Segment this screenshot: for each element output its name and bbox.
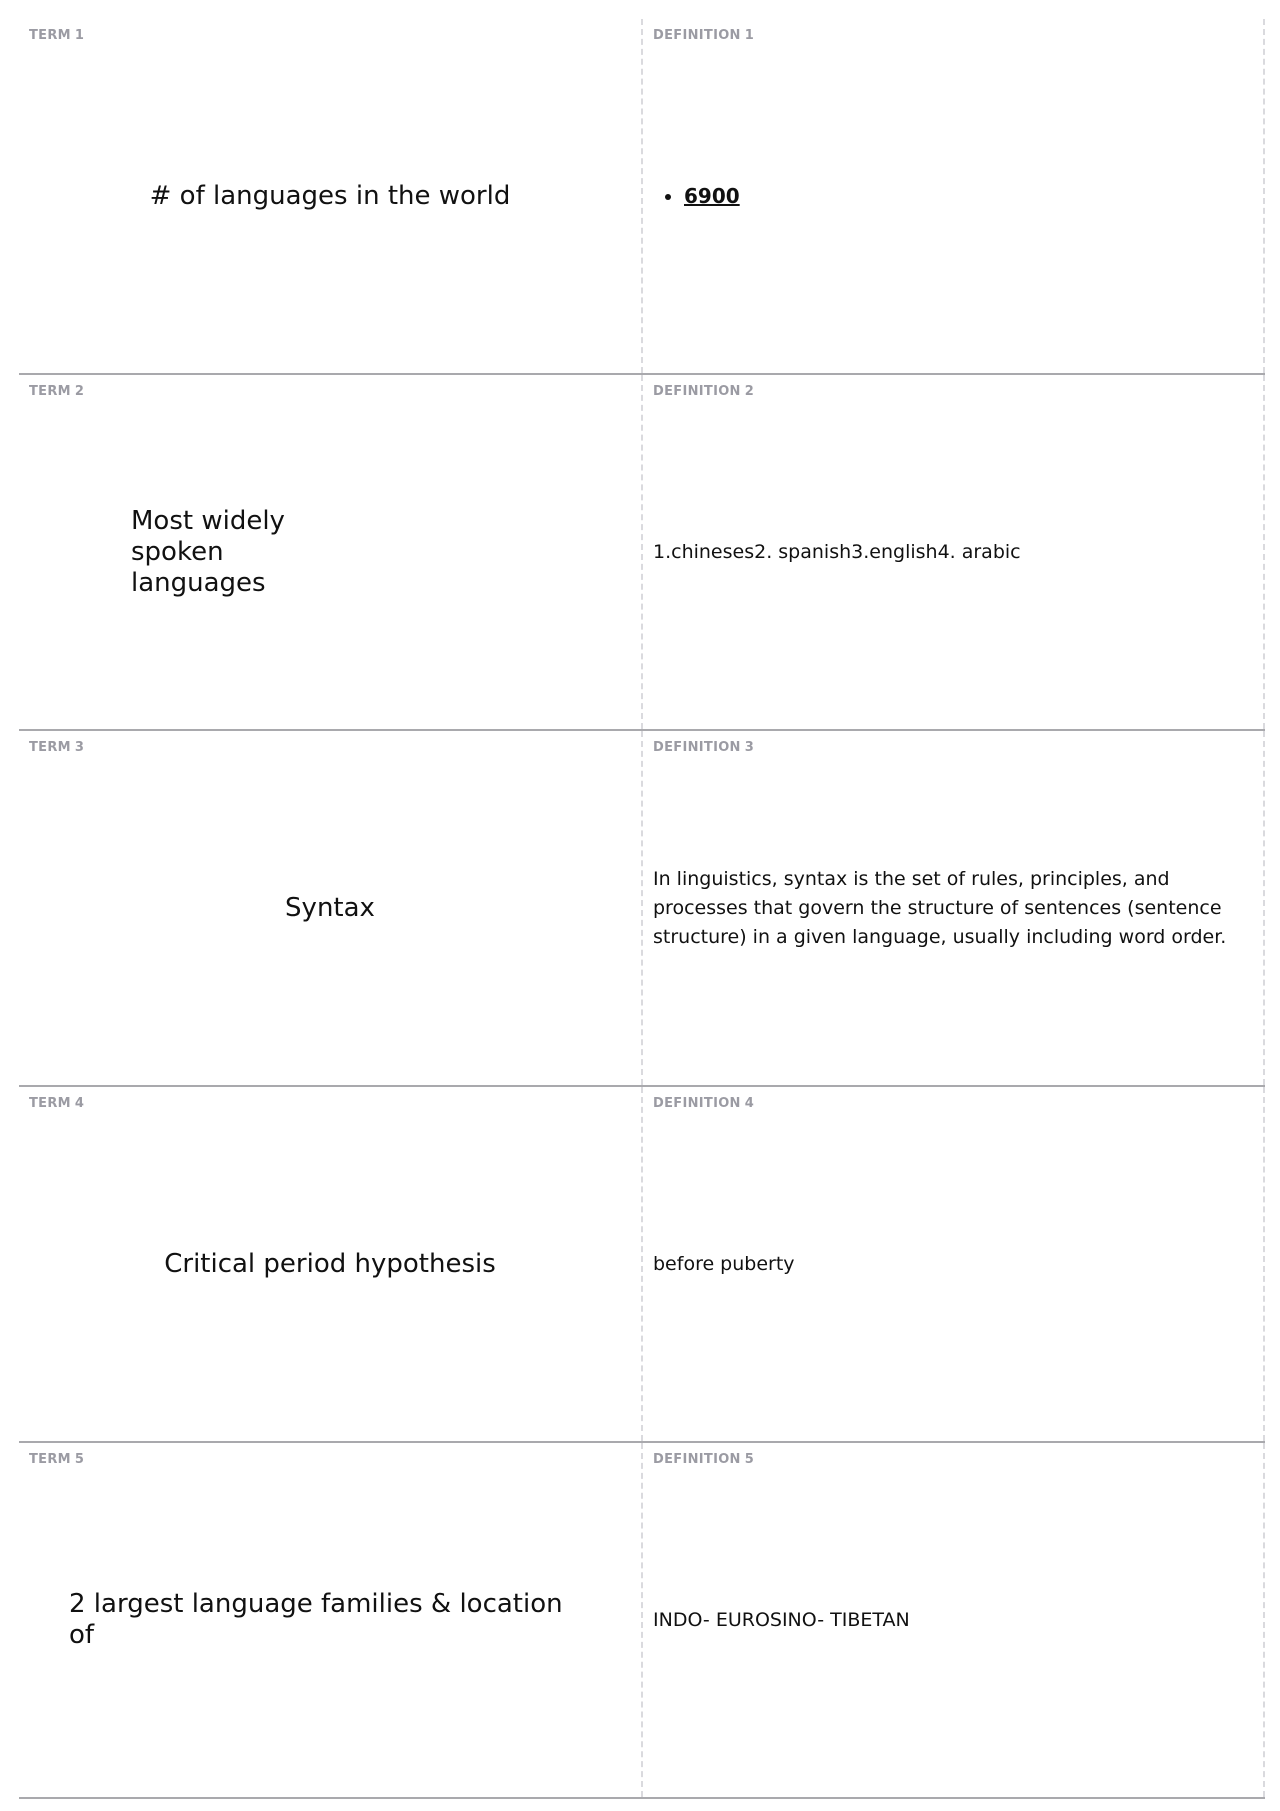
- definition-number: 4: [744, 1096, 755, 1111]
- definition-number: 1: [744, 28, 755, 43]
- term-text: # of languages in the world: [149, 180, 511, 211]
- definition-number: 3: [744, 740, 755, 755]
- term-cell: [19, 1087, 643, 1441]
- term-text-box: [131, 375, 341, 729]
- definition-text-box: [653, 1443, 1253, 1797]
- flashcard-sheet: [19, 19, 1265, 1806]
- term-text-box: [69, 19, 591, 373]
- definition-list: [653, 182, 740, 211]
- term-number: 5: [74, 1452, 85, 1467]
- term-caption-label: TERM: [29, 1452, 71, 1467]
- definition-caption-label: DEFINITION: [653, 384, 741, 399]
- term-number: 3: [74, 740, 85, 755]
- definition-cell: [643, 375, 1265, 729]
- term-text-box: [69, 731, 591, 1085]
- definition-caption-label: DEFINITION: [653, 28, 741, 43]
- definition-cell: [643, 1443, 1265, 1797]
- definition-text: INDO- EUROSINO- TIBETAN: [653, 1608, 910, 1631]
- definition-text: before puberty: [653, 1252, 795, 1275]
- card-row: [19, 375, 1265, 731]
- card-row: [19, 731, 1265, 1087]
- term-text: Most widely spoken languages: [131, 505, 285, 598]
- term-cell: [19, 19, 643, 373]
- term-text: 2 largest language families & location of: [69, 1589, 563, 1650]
- definition-cell: [643, 19, 1265, 373]
- term-text: Syntax: [285, 892, 375, 923]
- definition-caption-label: DEFINITION: [653, 1096, 741, 1111]
- definition-cell: [643, 1087, 1265, 1441]
- card-row: [19, 19, 1265, 375]
- definition-text-box: [653, 375, 1253, 729]
- definition-cell: [643, 731, 1265, 1085]
- term-caption: [29, 384, 84, 399]
- term-number: 1: [74, 28, 85, 43]
- definition-number: 2: [744, 384, 755, 399]
- term-number: 4: [74, 1096, 85, 1111]
- definition-text-box: [653, 19, 1253, 373]
- term-caption-label: TERM: [29, 1096, 71, 1111]
- term-caption-label: TERM: [29, 740, 71, 755]
- term-cell: [19, 731, 643, 1085]
- term-text-box: [69, 1087, 591, 1441]
- term-cell: [19, 1443, 643, 1797]
- definition-number: 5: [744, 1452, 755, 1467]
- definition-text-box: [653, 1087, 1253, 1441]
- definition-text: 1.chineses2. spanish3.english4. arabic: [653, 540, 1021, 563]
- definition-text: In linguistics, syntax is the set of rules, principles, and processes that govern the structure of sentences (sentence structure) in a given language, usually including word order.: [653, 867, 1227, 948]
- term-caption-label: TERM: [29, 384, 71, 399]
- definition-caption-label: DEFINITION: [653, 1452, 741, 1467]
- term-cell: [19, 375, 643, 729]
- card-row: [19, 1087, 1265, 1443]
- definition-text-box: [653, 731, 1253, 1085]
- definition-caption-label: DEFINITION: [653, 740, 741, 755]
- term-caption-label: TERM: [29, 28, 71, 43]
- term-text-box: [69, 1443, 581, 1797]
- term-text: Critical period hypothesis: [164, 1248, 496, 1279]
- term-number: 2: [74, 384, 85, 399]
- definition-list-item: • 6900: [684, 182, 740, 211]
- card-row: [19, 1443, 1265, 1799]
